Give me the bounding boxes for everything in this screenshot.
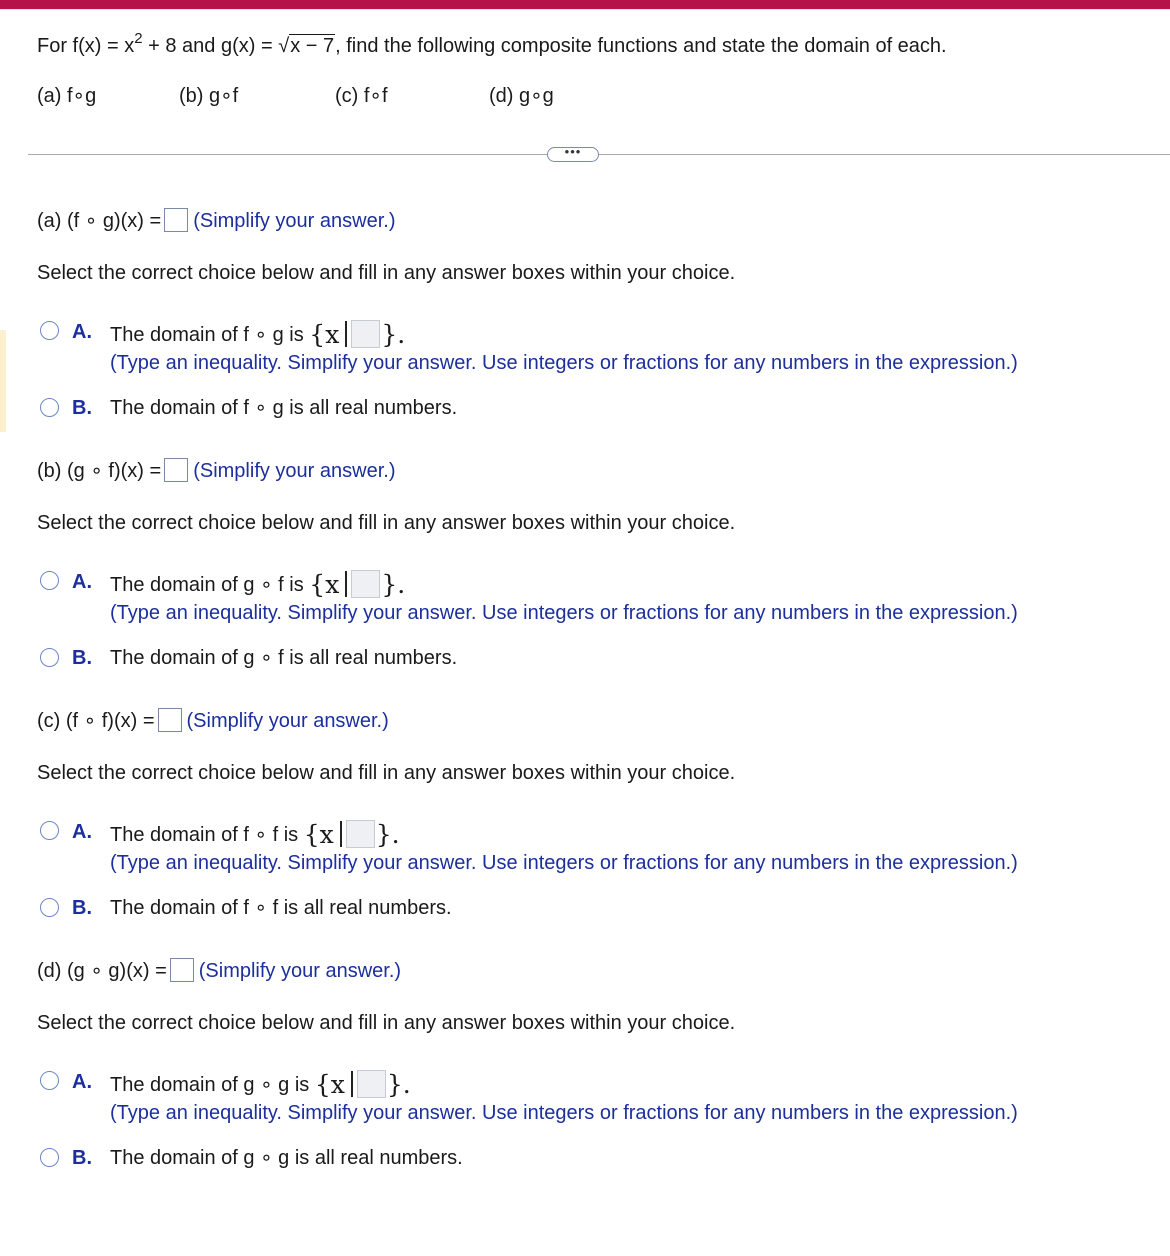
- active-section-marker: [0, 330, 6, 432]
- section-c-option-a: [110, 820, 400, 848]
- section-d-option-b-text: The domain of g ∘ g is all real numbers.: [110, 1147, 463, 1169]
- section-d-label: (d) (g ∘ g)(x) =: [37, 960, 167, 982]
- section-b-option-b-letter: B.: [72, 647, 92, 669]
- set-open-brace: {x: [303, 820, 334, 849]
- section-a-option-a-radio[interactable]: [40, 321, 59, 340]
- expand-more-button[interactable]: •••: [547, 147, 599, 162]
- problem-statement: [37, 30, 947, 60]
- problem-exponent: 2: [134, 30, 143, 47]
- section-b-hint: (Simplify your answer.): [193, 460, 396, 482]
- section-a-hint: (Simplify your answer.): [193, 210, 396, 232]
- section-a-option-a-text: The domain of f ∘ g is: [110, 324, 304, 346]
- top-accent-bar: [0, 0, 1170, 9]
- section-b-label: (b) (g ∘ f)(x) =: [37, 460, 162, 482]
- section-c-question: [37, 708, 389, 733]
- sqrt-expression: [278, 34, 335, 58]
- section-c-option-a-text: The domain of f ∘ f is: [110, 824, 299, 846]
- set-open-brace: {x: [309, 570, 340, 599]
- top-divider: [0, 9, 1170, 10]
- part-a-label: (a) f∘g: [37, 85, 97, 107]
- section-a-answer-box[interactable]: [164, 208, 188, 232]
- set-close-brace: }.: [386, 1070, 411, 1099]
- section-d-hint: (Simplify your answer.): [198, 960, 402, 982]
- section-c-hint: (Simplify your answer.): [186, 710, 389, 732]
- section-d-domain-input[interactable]: [357, 1070, 386, 1098]
- section-c-option-b-letter: B.: [72, 897, 92, 919]
- section-c-option-a-radio[interactable]: [40, 821, 59, 840]
- part-d-label: (d) g∘g: [489, 85, 554, 107]
- section-c-domain-input[interactable]: [346, 820, 375, 848]
- section-b-option-a-hint: (Type an inequality. Simplify your answer. Use integers or fractions for any numbers in the expression.): [110, 602, 1018, 624]
- set-close-brace: }.: [381, 320, 406, 349]
- section-b-option-b-text: The domain of g ∘ f is all real numbers.: [110, 647, 458, 669]
- set-close-brace: }.: [375, 820, 400, 849]
- section-b-domain-input[interactable]: [351, 570, 380, 598]
- section-d-option-a: [110, 1070, 411, 1098]
- section-c-option-b-radio[interactable]: [40, 898, 59, 917]
- problem-intro: For f(x) = x: [37, 35, 135, 57]
- sqrt-symbol: √: [278, 35, 290, 57]
- set-bar: [345, 321, 347, 347]
- section-a-option-a-letter: A.: [72, 321, 92, 343]
- section-c-option-a-letter: A.: [72, 821, 92, 843]
- section-d-answer-box[interactable]: [170, 958, 194, 982]
- section-d-option-b-radio[interactable]: [40, 1148, 59, 1167]
- section-d-option-a-letter: A.: [72, 1071, 92, 1093]
- section-a-option-b-radio[interactable]: [40, 398, 59, 417]
- set-bar: [345, 571, 347, 597]
- section-b-option-a-text: The domain of g ∘ f is: [110, 574, 304, 596]
- section-c-answer-box[interactable]: [158, 708, 182, 732]
- section-d-option-a-hint: (Type an inequality. Simplify your answer. Use integers or fractions for any numbers in the expression.): [110, 1102, 1018, 1124]
- section-b-option-b-radio[interactable]: [40, 648, 59, 667]
- section-b-instruction: Select the correct choice below and fill in any answer boxes within your choice.: [37, 512, 736, 534]
- section-b-option-a-radio[interactable]: [40, 571, 59, 590]
- section-a-option-a-hint: (Type an inequality. Simplify your answer. Use integers or fractions for any numbers in the expression.): [110, 352, 1018, 374]
- section-b-question: [37, 458, 395, 483]
- section-a-option-b-letter: B.: [72, 397, 92, 419]
- section-b-option-a: [110, 570, 405, 598]
- section-a-instruction: Select the correct choice below and fill in any answer boxes within your choice.: [37, 262, 736, 284]
- sqrt-radicand: x − 7: [290, 35, 335, 57]
- section-c-instruction: Select the correct choice below and fill in any answer boxes within your choice.: [37, 762, 736, 784]
- section-d-option-a-text: The domain of g ∘ g is: [110, 1074, 310, 1096]
- set-close-brace: }.: [381, 570, 406, 599]
- section-d-option-b-letter: B.: [72, 1147, 92, 1169]
- part-c-label: (c) f∘f: [335, 85, 388, 107]
- set-bar: [351, 1071, 353, 1097]
- section-d-instruction: Select the correct choice below and fill in any answer boxes within your choice.: [37, 1012, 736, 1034]
- section-c-option-a-hint: (Type an inequality. Simplify your answer. Use integers or fractions for any numbers in the expression.): [110, 852, 1018, 874]
- set-open-brace: {x: [314, 1070, 345, 1099]
- section-c-label: (c) (f ∘ f)(x) =: [37, 710, 155, 732]
- section-a-option-a: [110, 320, 405, 348]
- set-bar: [340, 821, 342, 847]
- section-c-option-b-text: The domain of f ∘ f is all real numbers.: [110, 897, 452, 919]
- section-a-option-b-text: The domain of f ∘ g is all real numbers.: [110, 397, 458, 419]
- problem-middle: + 8 and g(x) =: [148, 35, 279, 57]
- section-a-label: (a) (f ∘ g)(x) =: [37, 210, 162, 232]
- section-b-option-a-letter: A.: [72, 571, 92, 593]
- section-separator: [28, 154, 1170, 155]
- part-b-label: (b) g∘f: [179, 85, 239, 107]
- problem-tail: , find the following composite functions and state the domain of each.: [335, 35, 947, 57]
- section-a-question: [37, 208, 395, 233]
- section-d-question: [37, 958, 401, 983]
- section-d-option-a-radio[interactable]: [40, 1071, 59, 1090]
- section-a-domain-input[interactable]: [351, 320, 380, 348]
- set-open-brace: {x: [309, 320, 340, 349]
- section-b-answer-box[interactable]: [164, 458, 188, 482]
